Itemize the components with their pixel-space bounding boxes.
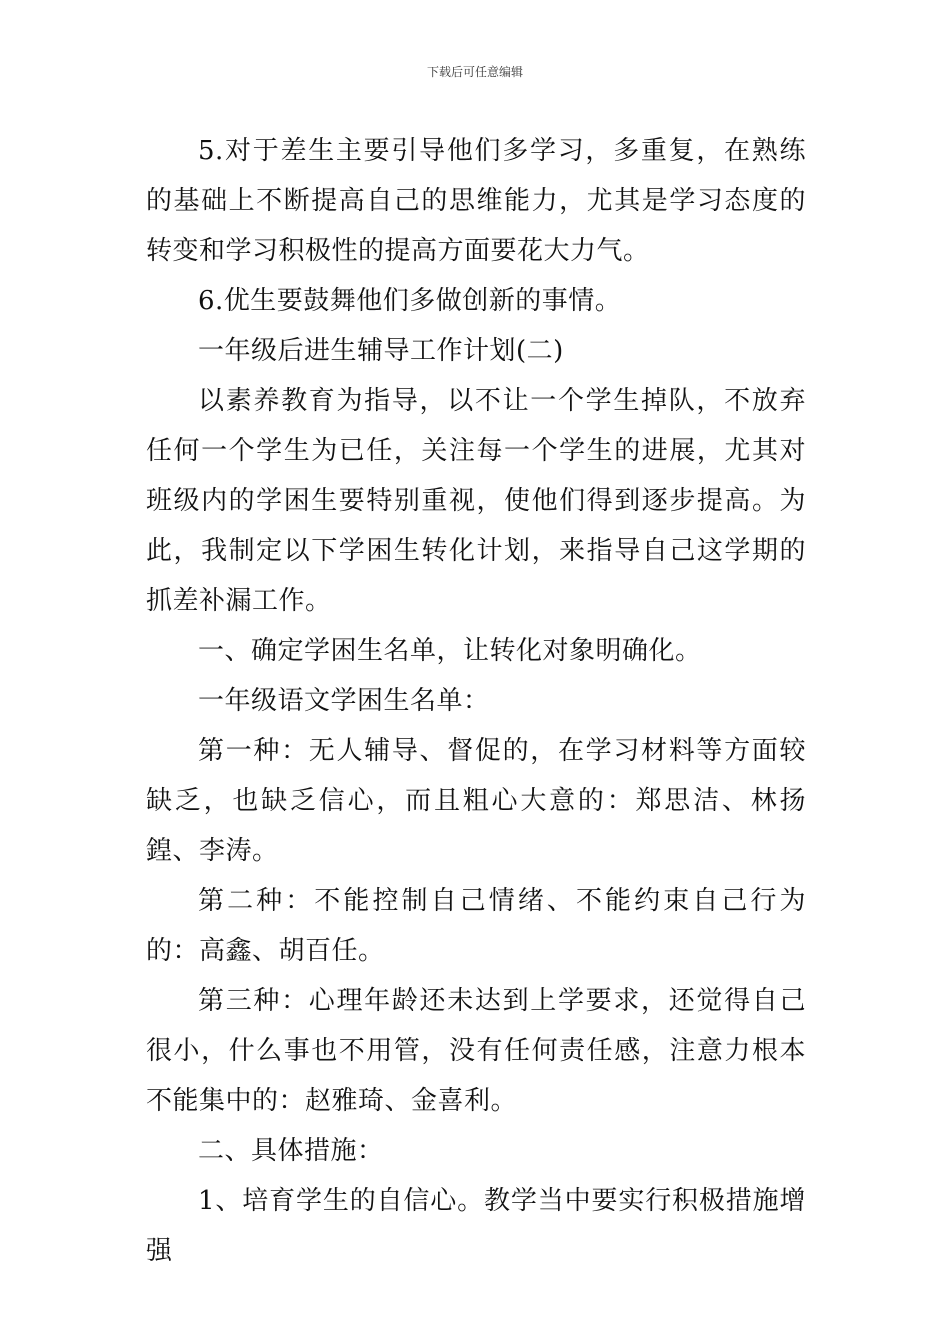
paragraph-4: 以素养教育为指导，以不让一个学生掉队，不放弃任何一个学生为已任，关注每一个学生的进展，尤其对班级内的学困生要特别重视，使他们得到逐步提高。为此，我制定以下学困生转化计划，来指导自己这学期的抓差补漏工作。: [146, 386, 806, 616]
paragraph-5: 一、确定学困生名单，让转化对象明确化。: [198, 636, 702, 666]
paragraph-1: 5.对于差生主要引导他们多学习，多重复，在熟练的基础上不断提高自己的思维能力，尤其是学习态度的转变和学习积极性的提高方面要花大力气。: [146, 136, 806, 266]
paragraph-11: 1、培育学生的自信心。教学当中要实行积极措施增强: [146, 1186, 806, 1266]
page-header: 下载后可任意编辑: [426, 65, 523, 79]
paragraph-8: 第二种：不能控制自己情绪、不能约束自己行为的：高鑫、胡百任。: [146, 886, 806, 966]
paragraph-7: 第一种：无人辅导、督促的，在学习材料等方面较缺乏，也缺乏信心，而且粗心大意的：郑思洁、林扬鍠、李涛。: [146, 736, 806, 866]
paragraph-9: 第三种：心理年龄还未达到上学要求，还觉得自己很小，什么事也不用管，没有任何责任感，注意力根本不能集中的：赵雅琦、金喜利。: [146, 986, 806, 1116]
paragraph-2: 6.优生要鼓舞他们多做创新的事情。: [198, 286, 622, 316]
paragraph-3: 一年级后进生辅导工作计划(二): [198, 336, 564, 366]
paragraph-6: 一年级语文学困生名单：: [198, 686, 490, 716]
document-body: [146, 126, 806, 1276]
paragraph-10: 二、具体措施：: [198, 1136, 384, 1166]
